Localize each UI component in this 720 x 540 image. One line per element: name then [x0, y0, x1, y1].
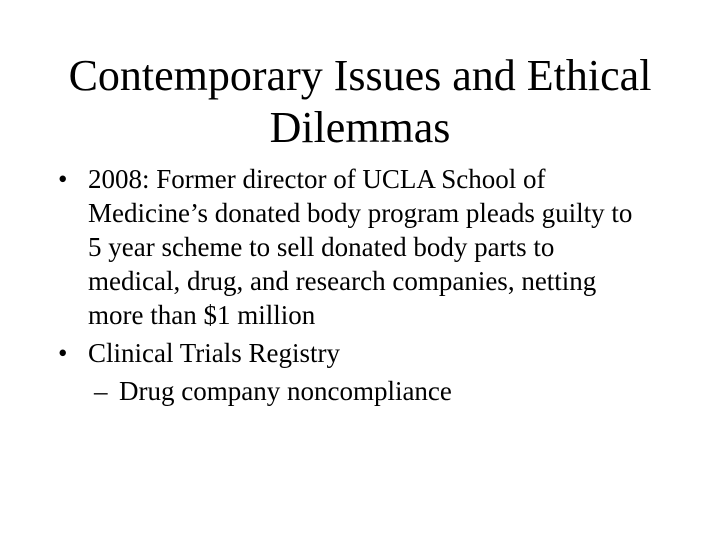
slide-title: [40, 50, 680, 154]
slide-title-line-1: Contemporary Issues and Ethical: [68, 51, 652, 100]
sub-bullet-item: [0, 374, 720, 408]
bullet-item: [0, 162, 648, 332]
sub-bullet-text: Drug company noncompliance: [119, 376, 452, 406]
bullet-item: [0, 336, 648, 370]
bullet-marker: •: [58, 338, 68, 368]
slide-title-line-2: Dilemmas: [269, 103, 451, 152]
bullet-text: 2008: Former director of UCLA School of Medicine’s donated body program pleads guilty to 5 year scheme to sell donated body parts to medical, drug, and research companies, netting more than $1 million: [88, 164, 633, 330]
bullet-text: Clinical Trials Registry: [88, 338, 341, 368]
bullet-marker: •: [58, 164, 68, 194]
slide-body: [0, 162, 720, 408]
sub-bullet-marker: –: [94, 376, 108, 406]
